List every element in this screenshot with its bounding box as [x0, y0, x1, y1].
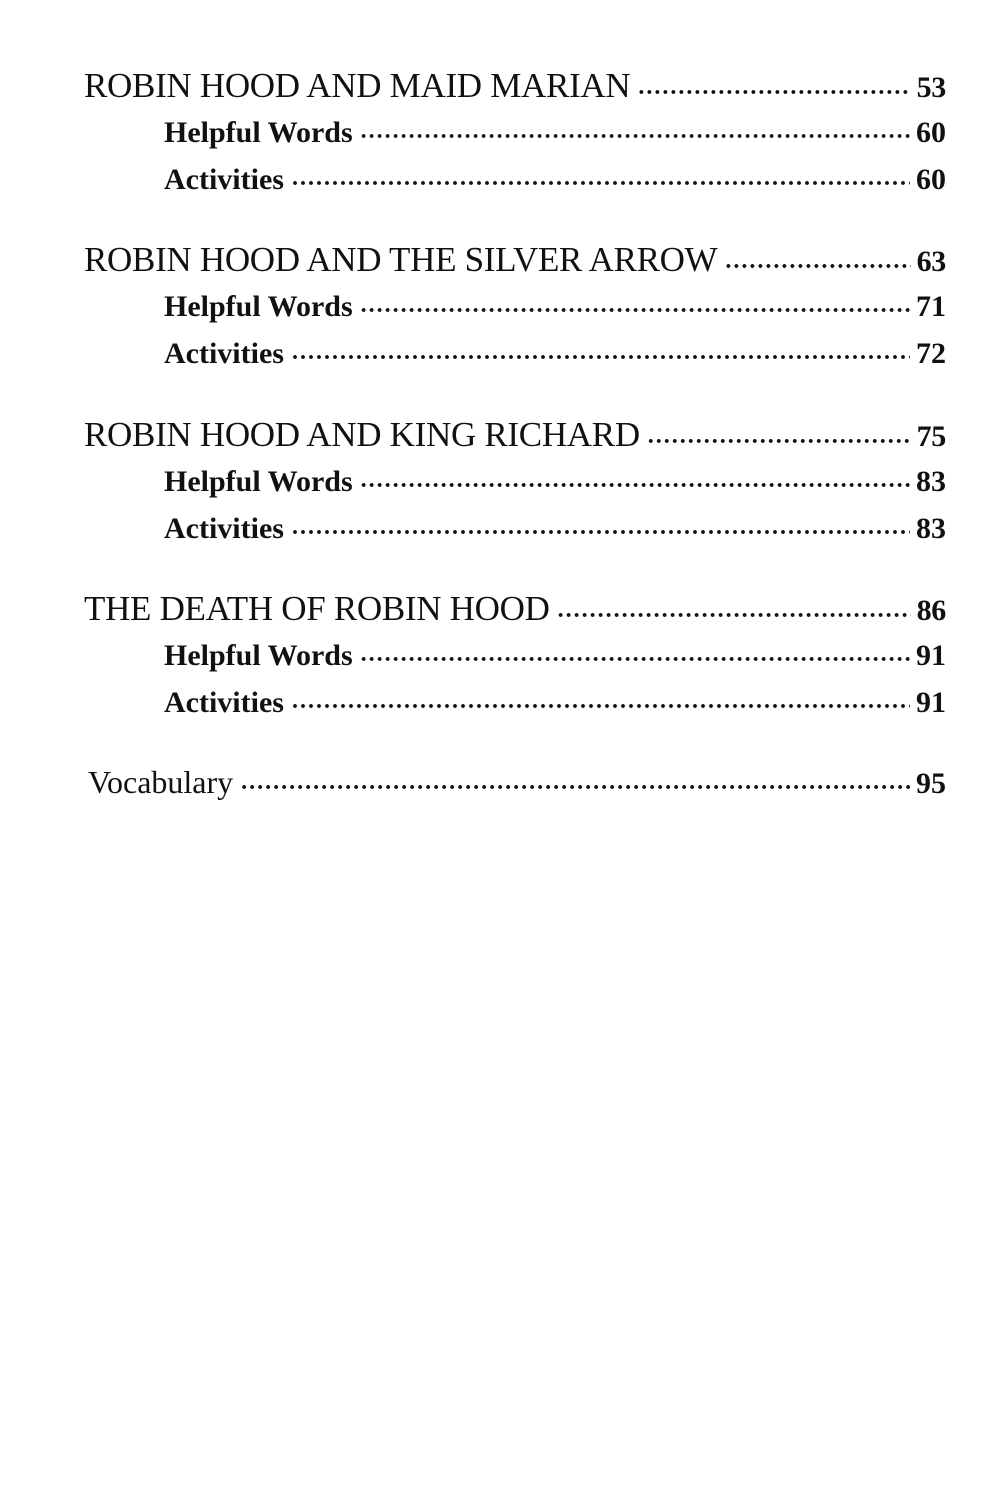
page-number: 60: [916, 116, 946, 149]
page-number: 86: [916, 594, 946, 627]
dot-leader: [292, 340, 910, 364]
toc-chapter-3[interactable]: [84, 415, 946, 455]
toc-section-helpful-words-4[interactable]: [164, 639, 946, 673]
page-number: 91: [916, 686, 946, 719]
dot-leader: [648, 424, 911, 448]
dot-leader: [292, 689, 910, 713]
toc-chapter-2[interactable]: [84, 240, 946, 280]
dot-leader: [292, 166, 910, 190]
toc-vocabulary[interactable]: [88, 764, 946, 801]
toc-section-helpful-words-3[interactable]: [164, 465, 946, 499]
toc-section-helpful-words-1[interactable]: [164, 116, 946, 150]
section-title: Helpful Words: [164, 465, 353, 498]
chapter-title: ROBIN HOOD AND MAID MARIAN: [84, 66, 631, 105]
page-number: 95: [916, 767, 946, 800]
section-title: Helpful Words: [164, 116, 353, 149]
dot-leader: [361, 119, 910, 143]
section-title: Activities: [164, 512, 284, 545]
page-number: 72: [916, 337, 946, 370]
page-number: 60: [916, 163, 946, 196]
section-title: Activities: [164, 686, 284, 719]
toc-section-activities-2[interactable]: [164, 337, 946, 371]
section-title: Activities: [164, 337, 284, 370]
section-title: Helpful Words: [164, 639, 353, 672]
page-number: 53: [916, 71, 946, 104]
toc-section-activities-3[interactable]: [164, 512, 946, 546]
page-number: 71: [916, 290, 946, 323]
section-title: Helpful Words: [164, 290, 353, 323]
dot-leader: [361, 642, 910, 666]
toc-section-helpful-words-2[interactable]: [164, 290, 946, 324]
dot-leader: [361, 468, 910, 492]
toc-section-activities-4[interactable]: [164, 686, 946, 720]
page-number: 83: [916, 465, 946, 498]
page-number: 63: [916, 245, 946, 278]
chapter-title: ROBIN HOOD AND KING RICHARD: [84, 415, 640, 454]
page-number: 83: [916, 512, 946, 545]
dot-leader: [558, 598, 911, 622]
toc-chapter-1[interactable]: [84, 66, 946, 106]
chapter-title: ROBIN HOOD AND THE SILVER ARROW: [84, 240, 718, 279]
dot-leader: [361, 293, 910, 317]
dot-leader: [725, 249, 910, 273]
toc-chapter-4[interactable]: [84, 589, 946, 629]
vocabulary-title: Vocabulary: [88, 764, 234, 800]
page-number: 75: [916, 420, 946, 453]
dot-leader: [638, 75, 910, 99]
section-title: Activities: [164, 163, 284, 196]
toc-section-activities-1[interactable]: [164, 163, 946, 197]
page-number: 91: [916, 639, 946, 672]
dot-leader: [241, 770, 910, 794]
chapter-title: THE DEATH OF ROBIN HOOD: [84, 589, 550, 628]
dot-leader: [292, 515, 910, 539]
